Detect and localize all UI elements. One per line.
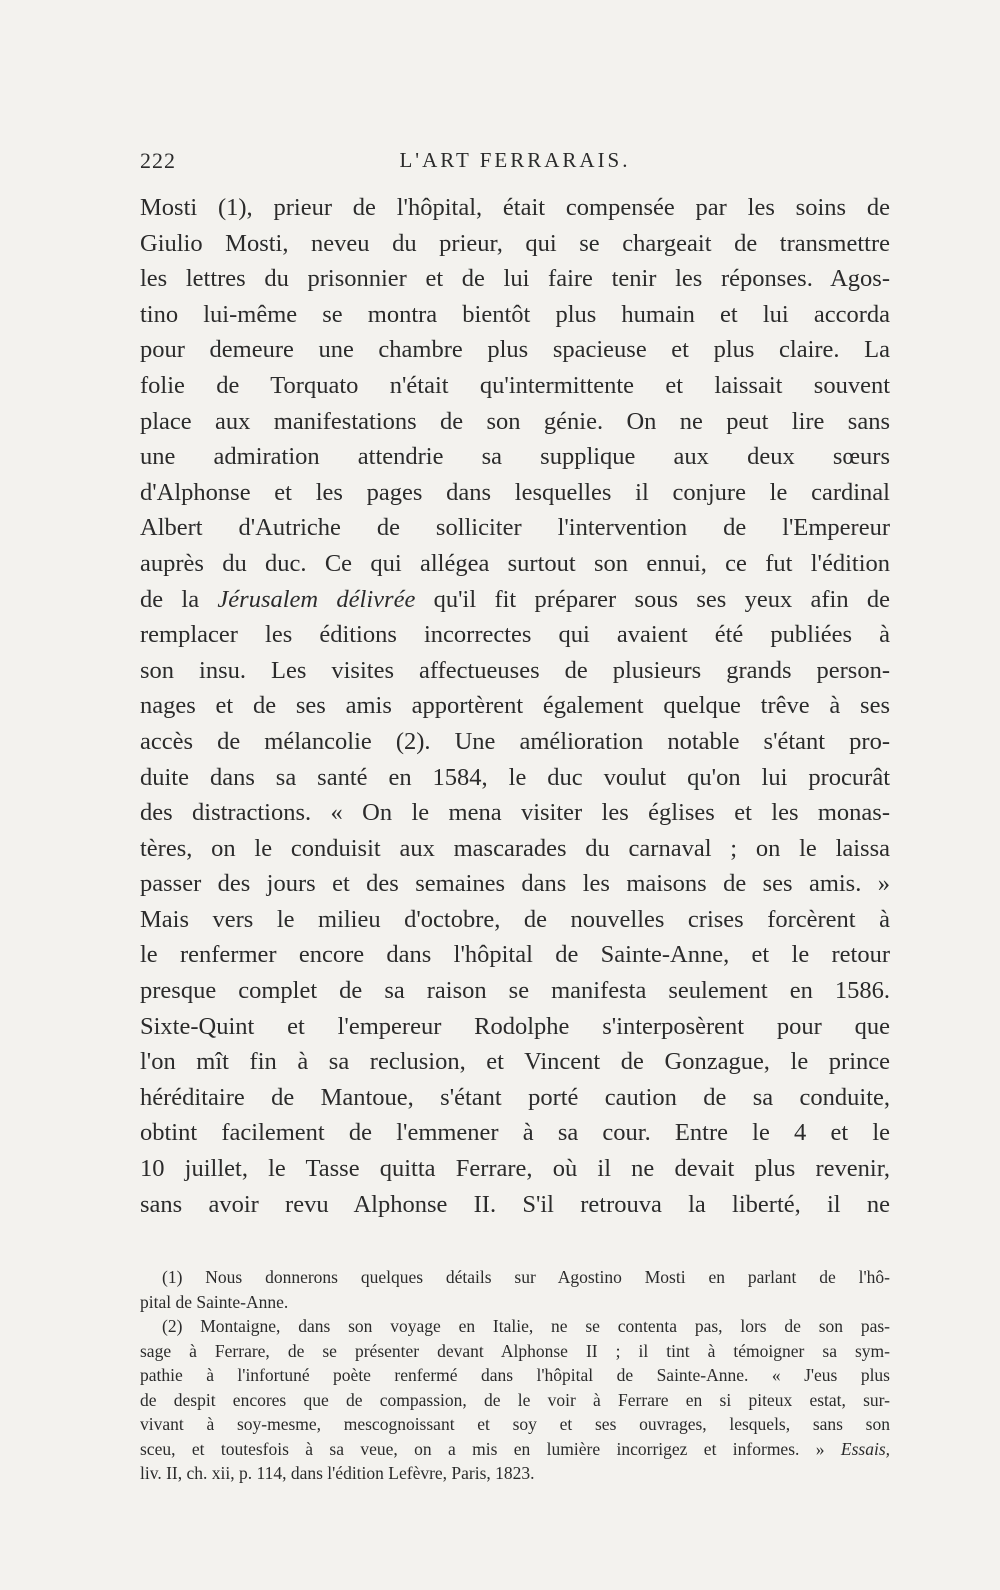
body-line: folie de Torquato n'était qu'intermittente et laissait souvent <box>140 371 890 399</box>
footnote-line: de despit encores que de compassion, de le voir à Ferrare en si piteux estat, sur- <box>140 1389 890 1410</box>
body-line: pour demeure une chambre plus spacieuse et plus claire. La <box>140 336 890 364</box>
page-header <box>140 148 890 178</box>
body-line: héréditaire de Mantoue, s'étant porté caution de sa conduite, <box>140 1083 890 1111</box>
body-line: l'on mît fin à sa reclusion, et Vincent de Gonzague, le prince <box>140 1048 890 1076</box>
footnote-line: pathie à l'infortuné poète renfermé dans l'hôpital de Sainte-Anne. « J'eus plus <box>140 1365 890 1385</box>
body-line: tino lui-même se montra bientôt plus humain et lui accorda <box>140 300 890 328</box>
body-line: remplacer les éditions incorrectes qui avaient été publiées à <box>140 621 890 649</box>
body-line: auprès du duc. Ce qui allégea surtout son ennui, ce fut l'édition <box>140 549 890 577</box>
body-line: presque complet de sa raison se manifesta seulement en 1586. <box>140 977 890 1005</box>
footnote-line: vivant à soy-mesme, mescognoissant et soy et ses ouvrages, lesquels, sans son <box>140 1414 890 1434</box>
body-line: nages et de ses amis apportèrent également quelque trêve à ses <box>140 692 890 720</box>
body-line: place aux manifestations de son génie. On ne peut lire sans <box>140 407 890 435</box>
body-line: une admiration attendrie sa supplique aux deux sœurs <box>140 443 890 471</box>
body-line: accès de mélancolie (2). Une amélioration notable s'étant pro- <box>140 727 890 755</box>
body-line: obtint facilement de l'emmener à sa cour. Entre le 4 et le <box>140 1119 890 1147</box>
footnote-line: sceu, et toutesfois à sa veue, on a mis en lumière incorrigez et informes. » Essais, <box>140 1438 890 1459</box>
body-line: d'Alphonse et les pages dans lesquelles il conjure le cardinal <box>140 478 890 506</box>
footnote-line: (1) Nous donnerons quelques détails sur Agostino Mosti en parlant de l'hô- <box>162 1267 890 1287</box>
body-line: Sixte-Quint et l'empereur Rodolphe s'interposèrent pour que <box>140 1012 890 1040</box>
body-line: de la Jérusalem délivrée qu'il fit préparer sous ses yeux afin de <box>140 585 891 613</box>
footnotes <box>140 1265 890 1486</box>
body-line: passer des jours et des semaines dans les maisons de ses amis. » <box>140 870 890 898</box>
body-text <box>140 190 890 1222</box>
body-line: le renfermer encore dans l'hôpital de Sainte-Anne, et le retour <box>140 941 890 969</box>
body-line: des distractions. « On le mena visiter les églises et les monas- <box>140 799 890 827</box>
body-line: Giulio Mosti, neveu du prieur, qui se chargeait de transmettre <box>140 229 890 257</box>
body-line: son insu. Les visites affectueuses de plusieurs grands person- <box>140 656 890 684</box>
body-line: les lettres du prisonnier et de lui faire tenir les réponses. Agos- <box>140 265 890 293</box>
footnote-line: (2) Montaigne, dans son voyage en Italie, ne se contenta pas, lors de son pas- <box>162 1316 890 1336</box>
body-line: Mosti (1), prieur de l'hôpital, était compensée par les soins de <box>140 194 890 221</box>
footnote-line: sage à Ferrare, de se présenter devant Alphonse II ; il tint à témoigner sa sym- <box>140 1340 890 1361</box>
body-line: Mais vers le milieu d'octobre, de nouvelles crises forcèrent à <box>140 905 890 933</box>
page-number: 222 <box>140 148 176 173</box>
body-line: Albert d'Autriche de solliciter l'intervention de l'Empereur <box>140 514 890 542</box>
body-line: tères, on le conduisit aux mascarades du carnaval ; on le laissa <box>140 834 890 862</box>
body-line: duite dans sa santé en 1584, le duc voulut qu'on lui procurât <box>140 763 890 791</box>
body-line: 10 juillet, le Tasse quitta Ferrare, où il ne devait plus revenir, <box>140 1155 890 1183</box>
body-line: sans avoir revu Alphonse II. S'il retrouva la liberté, il ne <box>140 1190 890 1218</box>
running-title: L'ART FERRARAIS. <box>399 148 631 172</box>
footnote-line: liv. II, ch. xii, p. 114, dans l'édition Lefèvre, Paris, 1823. <box>140 1463 535 1483</box>
footnote-line: pital de Sainte-Anne. <box>140 1291 289 1312</box>
